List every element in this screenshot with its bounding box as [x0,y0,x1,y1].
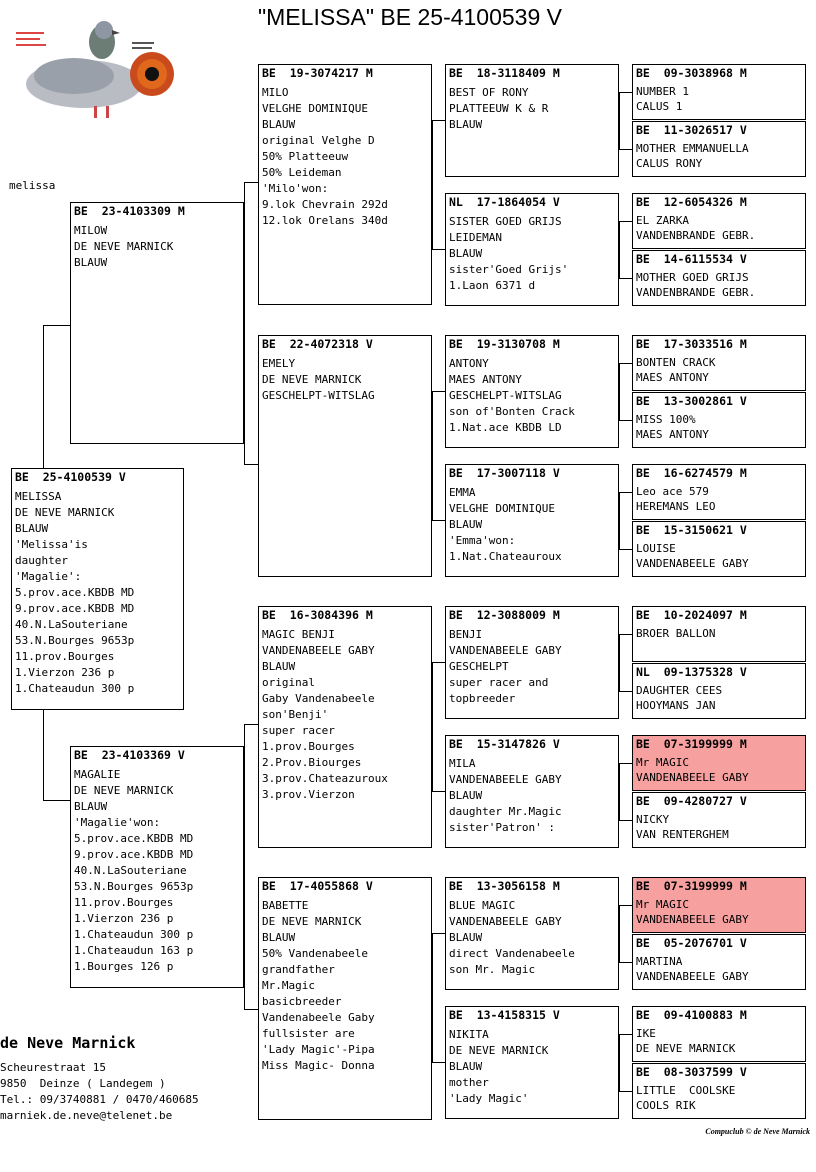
pigeon-card-sss [445,64,619,177]
pigeon-name: Mr MAGIC [636,898,689,911]
pigeon-name: BROER BALLON [636,627,716,640]
connector-line [619,634,632,635]
pigeon-info-line: fullsister are [262,1027,355,1040]
connector-line [619,820,632,821]
pigeon-card-g3 [632,193,806,249]
breeder-address: Scheurestraat 15 [0,1061,106,1074]
pigeon-info-line: DE NEVE MARNICK [74,784,174,797]
pigeon-info-line: VANDENBRANDE GEBR. [636,286,756,299]
connector-line [244,724,245,1009]
pigeon-card-g1 [632,64,806,120]
pigeon-info-line: son of'Bonten Crack [449,405,575,418]
breeder-city: 9850 Deinze ( Landegem ) [0,1077,166,1090]
breeder-email: marniek.de.neve@telenet.be [0,1109,173,1122]
pigeon-info-line: 40.N.LaSouteriane [74,864,187,877]
pigeon-info-line: BLAUW [449,931,483,944]
connector-line [619,149,632,150]
pigeon-info-line: DE NEVE MARNICK [262,915,362,928]
ring-number: BE 13-3002861 V [636,394,747,408]
pigeon-info-line: BLAUW [15,522,49,535]
connector-line [619,420,632,421]
pigeon-info-line: sister'Patron' : [449,821,555,834]
ring-number: BE 09-4280727 V [636,794,747,808]
pigeon-info-line: direct Vandenabeele [449,947,575,960]
connector-line [619,634,620,691]
pigeon-info-line: BLAUW [449,789,483,802]
pigeon-card-dds [445,877,619,990]
pigeon-name: EL ZARKA [636,214,689,227]
pigeon-info-line: 1.Laon 6371 d [449,279,536,292]
pigeon-info-line: CALUS RONY [636,157,703,170]
pigeon-info-line: super racer [262,724,335,737]
pigeon-info-line: VANDENABEELE GABY [449,915,562,928]
pigeon-info-line: BLAUW [262,660,296,673]
pigeon-info-line: 1.Chateaudun 300 p [74,928,194,941]
ring-number: BE 14-6115534 V [636,252,747,266]
ring-number: BE 15-3147826 V [449,737,560,751]
ring-number: BE 17-4055868 V [262,879,373,893]
pigeon-info-line: VANDENABEELE GABY [636,771,749,784]
ring-number: BE 19-3074217 M [262,66,373,80]
pigeon-card-g13 [632,877,806,933]
pigeon-info-line: BLAUW [449,247,483,260]
breeder-name: de Neve Marnick [0,1034,136,1052]
pigeon-card-ds [258,606,432,848]
ring-number: NL 09-1375328 V [636,665,747,679]
pigeon-name: NICKY [636,813,670,826]
pigeon-info-line: 53.N.Bourges 9653p [74,880,194,893]
connector-line [432,1062,445,1063]
pigeon-info-line: GESCHELPT-WITSLAG [449,389,562,402]
pigeon-info-line: BLAUW [262,931,296,944]
connector-line [432,662,433,791]
pigeon-info-line: 2.Prov.Biourges [262,756,362,769]
pigeon-info-line: 50% Leideman [262,166,342,179]
pigeon-name: ANTONY [449,357,489,370]
pigeon-name: NIKITA [449,1028,489,1041]
pigeon-name: MOTHER EMMANUELLA [636,142,749,155]
pigeon-info-line: MAES ANTONY [636,428,709,441]
pigeon-info-line: topbreeder [449,692,516,705]
pigeon-info-line: 'Emma'won: [449,534,516,547]
pigeon-name: MAGIC BENJI [262,628,335,641]
connector-line [619,492,632,493]
connector-line [619,763,620,820]
pigeon-name: BLUE MAGIC [449,899,516,912]
ring-number: BE 22-4072318 V [262,337,373,351]
pigeon-info-line: 1.Vierzon 236 p [74,912,174,925]
connector-line [619,363,620,420]
pigeon-card-sd [258,335,432,577]
connector-line [43,800,71,801]
pigeon-info-line: BLAUW [74,256,108,269]
pigeon-name: MISS 100% [636,413,696,426]
pigeon-info-line: 1.Nat.ace KBDB LD [449,421,562,434]
pigeon-info-line: 40.N.LaSouteriane [15,618,128,631]
pigeon-card-g8 [632,521,806,577]
pigeon-info-line: 9.lok Chevrain 292d [262,198,388,211]
pigeon-name: Mr MAGIC [636,756,689,769]
connector-line [619,92,620,149]
ring-number: BE 23-4103309 M [74,204,185,218]
pigeon-info-line: 1.Chateaudun 163 p [74,944,194,957]
ring-number: BE 15-3150621 V [636,523,747,537]
pigeon-info-line: VELGHE DOMINIQUE [449,502,555,515]
ring-number: BE 07-3199999 M [636,879,747,893]
pigeon-info-line: mother [449,1076,489,1089]
copyright-text: Compuclub © de Neve Marnick [705,1127,810,1136]
pigeon-info-line: 'Melissa'is [15,538,88,551]
connector-line [619,92,632,93]
ring-number: BE 18-3118409 M [449,66,560,80]
pigeon-info-line: GESCHELPT [449,660,509,673]
connector-line [619,905,620,962]
pigeon-info-line: PLATTEEUW K & R [449,102,549,115]
pigeon-name: IKE [636,1027,656,1040]
pigeon-info-line: VANDENABEELE GABY [636,970,749,983]
ring-number: BE 25-4100539 V [15,470,126,484]
connector-line [619,278,632,279]
pigeon-name: MOTHER GOED GRIJS [636,271,749,284]
connector-line [619,1034,620,1091]
pigeon-info-line: VANDENABEELE GABY [262,644,375,657]
pigeon-info-line: 'Magalie'won: [74,816,161,829]
pigeon-info-line: MAES ANTONY [636,371,709,384]
pigeon-logo-image [14,14,174,124]
connector-line [43,710,44,800]
pigeon-info-line: GESCHELPT-WITSLAG [262,389,375,402]
ring-number: BE 19-3130708 M [449,337,560,351]
pigeon-card-g7 [632,464,806,520]
pigeon-name: Leo ace 579 [636,485,709,498]
connector-line [619,492,620,549]
pigeon-info-line: original [262,676,315,689]
ring-number: BE 12-3088009 M [449,608,560,622]
pigeon-card-sdd [445,464,619,577]
pigeon-info-line: 11.prov.Bourges [74,896,174,909]
pigeon-info-line: HEREMANS LEO [636,500,716,513]
pigeon-card-g12 [632,792,806,848]
pigeon-info-line: 9.prov.ace.KBDB MD [15,602,135,615]
pigeon-info-line: son'Benji' [262,708,329,721]
pigeon-card-g14 [632,934,806,990]
pigeon-info-line: DE NEVE MARNICK [262,373,362,386]
pigeon-card-subject [11,468,184,710]
pigeon-info-line: DE NEVE MARNICK [74,240,174,253]
ring-number: BE 13-4158315 V [449,1008,560,1022]
pigeon-name: MILOW [74,224,108,237]
connector-line [619,549,632,550]
ring-number: BE 12-6054326 M [636,195,747,209]
pigeon-info-line: VANDENABEELE GABY [449,644,562,657]
connector-line [619,221,620,278]
connector-line [432,391,433,520]
pigeon-name: SISTER GOED GRIJS [449,215,562,228]
breeder-contact [0,1034,199,1124]
connector-line [432,662,445,663]
connector-line [619,763,632,764]
pigeon-info-line: 'Magalie': [15,570,82,583]
pigeon-name: MARTINA [636,955,683,968]
pigeon-card-g16 [632,1063,806,1119]
pigeon-info-line: 5.prov.ace.KBDB MD [15,586,135,599]
pigeon-info-line: 'Milo'won: [262,182,329,195]
ring-number: BE 07-3199999 M [636,737,747,751]
pigeon-card-g2 [632,121,806,177]
connector-line [619,905,632,906]
pigeon-info-line: 11.prov.Bourges [15,650,115,663]
pigeon-card-g15 [632,1006,806,1062]
pigeon-info-line: super racer and [449,676,549,689]
pigeon-name: EMMA [449,486,476,499]
connector-line [244,724,258,725]
connector-line [432,791,445,792]
breeder-phone: Tel.: 09/3740881 / 0470/460685 [0,1093,199,1106]
connector-line [244,464,258,465]
pigeon-card-g10 [632,663,806,719]
pigeon-name: BENJI [449,628,483,641]
pigeon-info-line: VANDENABEELE GABY [449,773,562,786]
pigeon-name: MAGALIE [74,768,121,781]
connector-line [432,120,445,121]
pigeon-info-line: MAES ANTONY [449,373,522,386]
pigeon-info-line: basicbreeder [262,995,342,1008]
ring-number: BE 16-3084396 M [262,608,373,622]
pigeon-info-line: 1.Vierzon 236 p [15,666,115,679]
pigeon-card-dam [70,746,244,988]
connector-line [244,182,258,183]
connector-line [244,1009,258,1010]
connector-line [432,933,445,934]
pigeon-card-ss [258,64,432,305]
connector-line [432,520,445,521]
pigeon-info-line: CALUS 1 [636,100,683,113]
caption-text: melissa [9,179,56,192]
ring-number: BE 11-3026517 V [636,123,747,137]
pigeon-card-sds [445,335,619,448]
ring-number: BE 17-3033516 M [636,337,747,351]
pigeon-info-line: daughter [15,554,68,567]
pigeon-info-line: VELGHE DOMINIQUE [262,102,368,115]
pigeon-info-line: 3.prov.Chateazuroux [262,772,388,785]
connector-line [43,325,71,326]
connector-line [244,182,245,464]
pigeon-card-sire [70,202,244,444]
pigeon-info-line: Vandenabeele Gaby [262,1011,375,1024]
ring-number: BE 09-4100883 M [636,1008,747,1022]
connector-line [432,120,433,249]
pigeon-info-line: LEIDEMAN [449,231,502,244]
pigeon-card-dsd [445,735,619,848]
pigeon-name: BEST OF RONY [449,86,529,99]
pigeon-info-line: 'Lady Magic'-Pipa [262,1043,375,1056]
pigeon-info-line: 12.lok Orelans 340d [262,214,388,227]
connector-line [619,363,632,364]
connector-line [619,691,632,692]
pigeon-info-line: BLAUW [449,118,483,131]
connector-line [619,221,632,222]
pigeon-card-g6 [632,392,806,448]
pigeon-info-line: BLAUW [449,1060,483,1073]
pigeon-name: DAUGHTER CEES [636,684,723,697]
pigeon-info-line: 1.Bourges 126 p [74,960,174,973]
connector-line [432,249,445,250]
ring-number: BE 10-2024097 M [636,608,747,622]
pigeon-card-ssd [445,193,619,306]
pigeon-card-dd [258,877,432,1120]
pigeon-info-line: COOLS RIK [636,1099,696,1112]
pigeon-card-g9 [632,606,806,662]
pigeon-name: BONTEN CRACK [636,356,716,369]
pigeon-info-line: grandfather [262,963,335,976]
pigeon-name: LOUISE [636,542,676,555]
pigeon-info-line: 'Lady Magic' [449,1092,529,1105]
pigeon-card-g5 [632,335,806,391]
pigeon-info-line: original Velghe D [262,134,375,147]
pigeon-name: BABETTE [262,899,309,912]
pigeon-info-line: DE NEVE MARNICK [449,1044,549,1057]
pigeon-info-line: DE NEVE MARNICK [15,506,115,519]
pigeon-info-line: 9.prov.ace.KBDB MD [74,848,194,861]
pigeon-info-line: daughter Mr.Magic [449,805,562,818]
pigeon-info-line: VANDENABEELE GABY [636,913,749,926]
connector-line [43,325,44,468]
pigeon-info-line: 1.Nat.Chateauroux [449,550,562,563]
ring-number: BE 05-2076701 V [636,936,747,950]
connector-line [619,962,632,963]
ring-number: BE 08-3037599 V [636,1065,747,1079]
ring-number: BE 16-6274579 M [636,466,747,480]
pigeon-info-line: VANDENBRANDE GEBR. [636,229,756,242]
connector-line [432,933,433,1062]
pigeon-info-line: 50% Platteeuw [262,150,349,163]
pigeon-card-g4 [632,250,806,306]
pigeon-info-line: son Mr. Magic [449,963,536,976]
ring-number: BE 09-3038968 M [636,66,747,80]
connector-line [432,391,445,392]
pigeon-info-line: 50% Vandenabeele [262,947,368,960]
pigeon-info-line: 3.prov.Vierzon [262,788,355,801]
pigeon-info-line: 1.Chateaudun 300 p [15,682,135,695]
pigeon-info-line: 1.prov.Bourges [262,740,355,753]
pigeon-info-line: DE NEVE MARNICK [636,1042,736,1055]
pigeon-card-dss [445,606,619,719]
ring-number: BE 17-3007118 V [449,466,560,480]
pigeon-info-line: Mr.Magic [262,979,315,992]
pigeon-card-g11 [632,735,806,791]
page-title: "MELISSA" BE 25-4100539 V [257,4,562,30]
pigeon-name: MILO [262,86,289,99]
pigeon-info-line: VAN RENTERGHEM [636,828,729,841]
pigeon-info-line: HOOYMANS JAN [636,699,716,712]
ring-number: NL 17-1864054 V [449,195,560,209]
pigeon-name: NUMBER 1 [636,85,689,98]
pigeon-name: MILA [449,757,476,770]
ring-number: BE 23-4103369 V [74,748,185,762]
pigeon-info-line: sister'Goed Grijs' [449,263,569,276]
pigeon-name: EMELY [262,357,296,370]
pigeon-info-line: VANDENABEELE GABY [636,557,749,570]
pigeon-info-line: BLAUW [74,800,108,813]
pigeon-info-line: BLAUW [449,518,483,531]
pigeon-info-line: 5.prov.ace.KBDB MD [74,832,194,845]
pigeon-info-line: Gaby Vandenabeele [262,692,375,705]
connector-line [619,1034,632,1035]
pigeon-info-line: 53.N.Bourges 9653p [15,634,135,647]
pigeon-card-ddd [445,1006,619,1119]
ring-number: BE 13-3056158 M [449,879,560,893]
pigeon-name: LITTLE COOLSKE [636,1084,736,1097]
connector-line [619,1091,632,1092]
pigeon-name: MELISSA [15,490,62,503]
pigeon-info-line: Miss Magic- Donna [262,1059,375,1072]
pigeon-info-line: BLAUW [262,118,296,131]
